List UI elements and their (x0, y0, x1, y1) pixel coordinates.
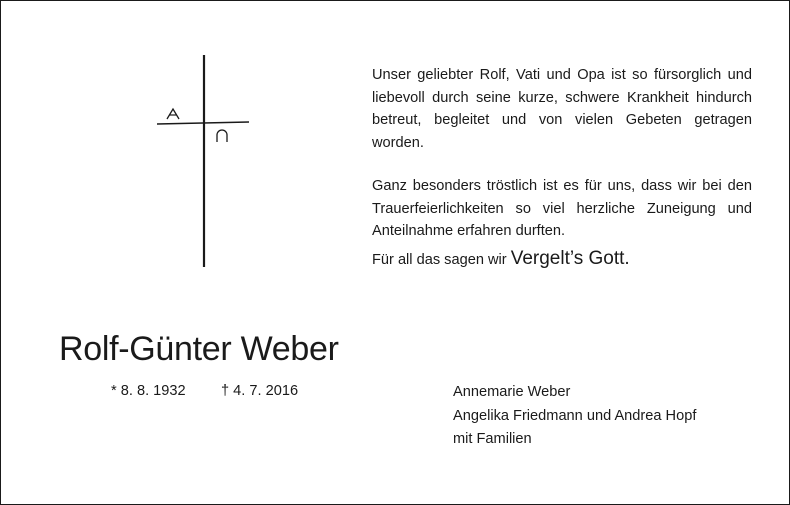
paragraph-condolence: Ganz besonders tröstlich ist es für uns, dass wir bei den Trauerfeierlichkeiten so viel herzliche Zuneigung und Anteilnahme erfahren durften. (372, 178, 752, 239)
signer-line: mit Familien (453, 431, 532, 447)
thank-you-text (372, 64, 752, 264)
death-date: † 4. 7. 2016 (221, 383, 299, 399)
paragraph-care: Unser geliebter Rolf, Vati und Opa ist so fürsorglich und liebevoll durch seine kurze, schwere Krankheit hindurch betreut, begleitet und von vielen Gebeten getragen worden. (372, 67, 752, 151)
deceased-name: Rolf-Günter Weber (59, 330, 339, 368)
omega-symbol (217, 130, 227, 142)
signer-line: Annemarie Weber (453, 384, 571, 400)
alpha-symbol (167, 109, 179, 119)
closing-line (372, 248, 630, 270)
closing-prefix: Für all das sagen wir (372, 252, 511, 268)
signers-list (453, 381, 696, 452)
closing-emphasis: Vergelt’s Gott. (510, 248, 630, 269)
cross-icon (151, 51, 261, 271)
birth-date: * 8. 8. 1932 (111, 383, 186, 399)
signer-line: Angelika Friedmann und Andrea Hopf (453, 407, 697, 424)
